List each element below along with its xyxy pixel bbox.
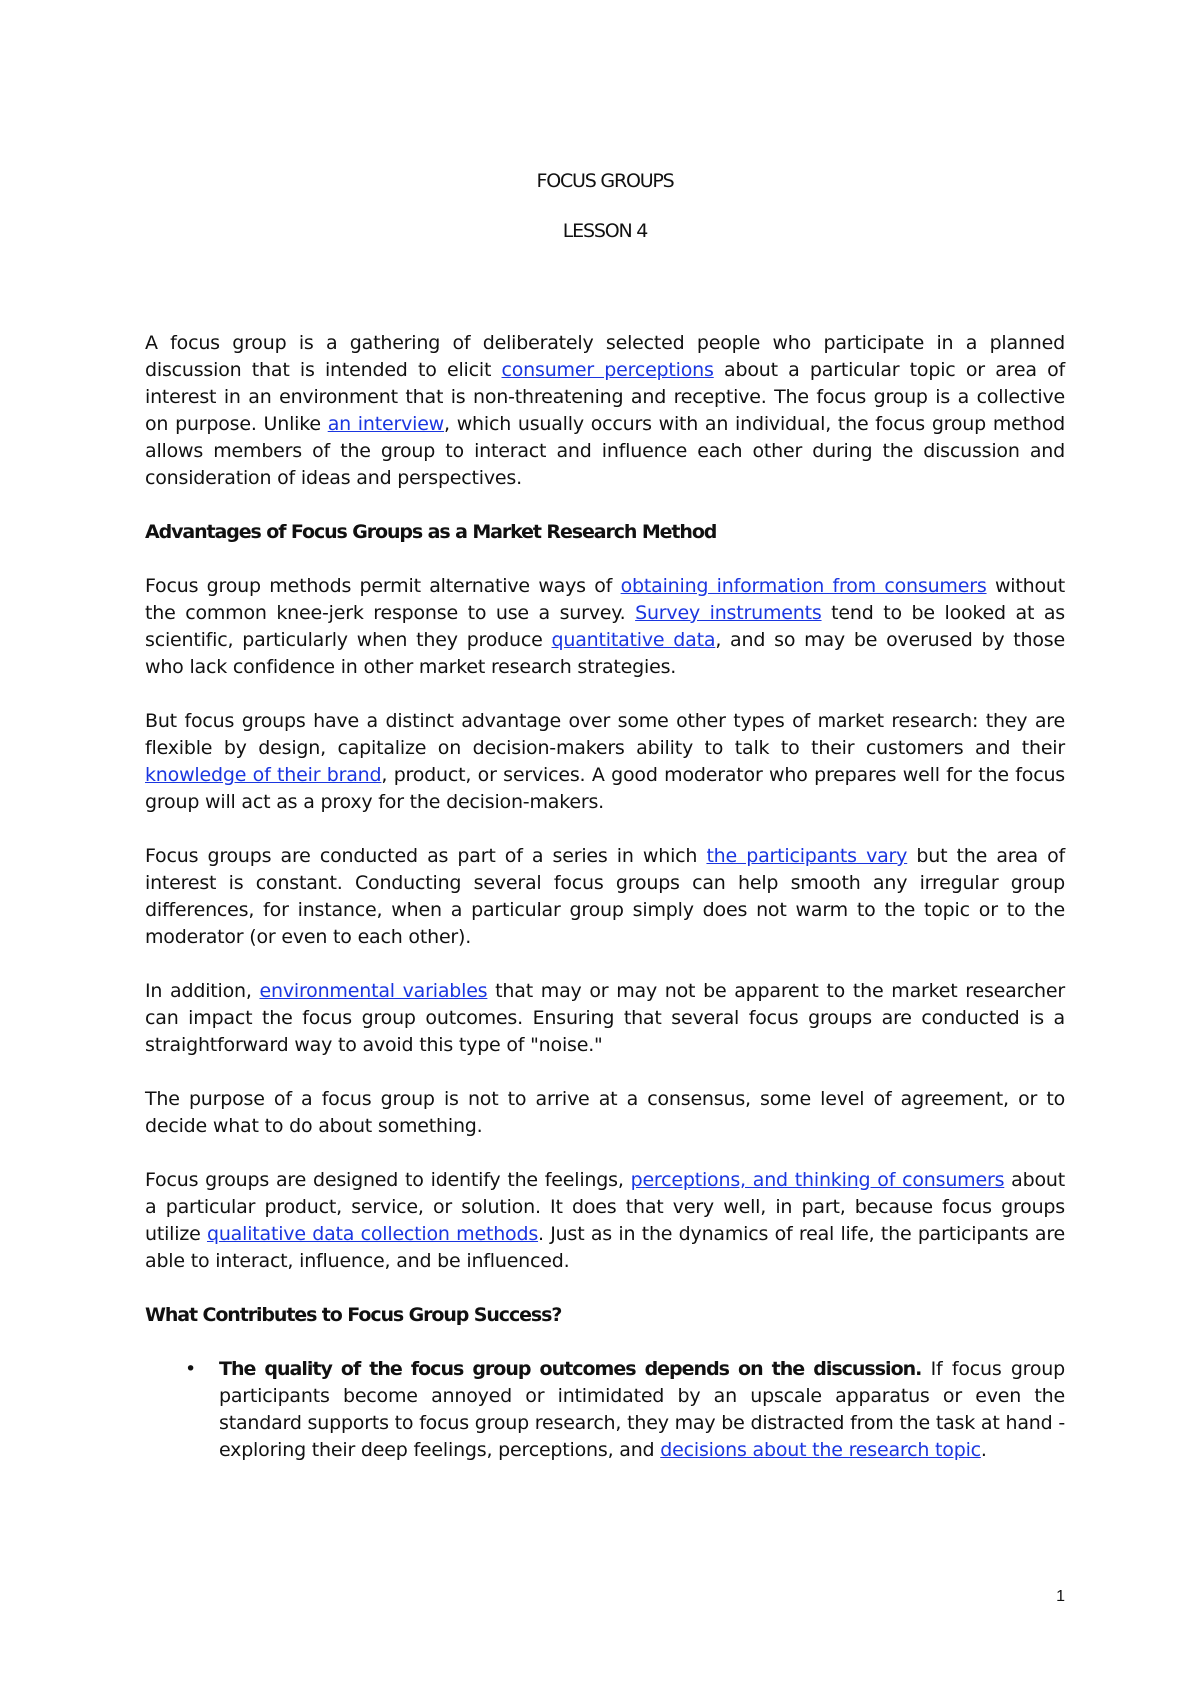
- link-decisions-research-topic[interactable]: decisions about the research topic: [660, 1439, 981, 1461]
- heading-success: What Contributes to Focus Group Success?: [145, 1304, 562, 1326]
- link-an-interview[interactable]: an interview: [327, 413, 445, 435]
- bullet-icon: •: [185, 1358, 197, 1380]
- success-list: [145, 1356, 1065, 1464]
- bullet-lead: The quality of the focus group outcomes depends on the discussion.: [219, 1358, 922, 1380]
- link-obtaining-information[interactable]: obtaining information from consumers: [620, 575, 987, 597]
- link-participants-vary[interactable]: the participants vary: [706, 845, 908, 867]
- intro-paragraph: A focus group is a gathering of deliberately selected people who participate in a planned discussion that is intended to elicit consumer perceptions about a particular topic or area of interest in an environment that is non-threatening and receptive. The focus group is a collective on purpose. Unlike an interview, which usually occurs with an individual, the focus group method allows members of the group to interact and influence each other during the discussion and consideration of ideas and perspectives.: [145, 332, 1066, 489]
- link-qualitative-methods[interactable]: qualitative data collection methods: [206, 1223, 539, 1245]
- environment-paragraph: In addition, environmental variables that may or may not be apparent to the market researcher can impact the focus group outcomes. Ensuring that several focus groups are conducted is a straightforward way to avoid this type of "noise.": [145, 980, 1065, 1056]
- document-title: FOCUS GROUPS: [536, 170, 674, 192]
- methods-paragraph: Focus group methods permit alternative ways of obtaining information from consumers without the common knee-jerk response to use a survey. Survey instruments tend to be looked at as scientific, particularly when they produce quantitative data, and so may be overused by those who lack confidence in other market research strategies.: [145, 575, 1065, 678]
- designed-paragraph: Focus groups are designed to identify the feelings, perceptions, and thinking of consumers about a particular product, service, or solution. It does that very well, in part, because focus groups utilize qualitative data collection methods. Just as in the dynamics of real life, the participants are able to interact, influence, and be influenced.: [145, 1169, 1066, 1272]
- link-knowledge-of-brand[interactable]: knowledge of their brand: [145, 764, 382, 786]
- link-environmental-variables[interactable]: environmental variables: [259, 980, 488, 1002]
- advantage-paragraph: But focus groups have a distinct advantage over some other types of market research: they are flexible by design, capitalize on decision-makers ability to talk to their customers and their knowledge of their brand, product, or services. A good moderator who prepares well for the focus group will act as a proxy for the decision-makers.: [145, 710, 1065, 813]
- lesson-label: LESSON 4: [562, 220, 648, 242]
- heading-advantages: Advantages of Focus Groups as a Market Research Method: [145, 521, 717, 543]
- link-survey-instruments[interactable]: Survey instruments: [635, 602, 822, 624]
- link-consumer-perceptions[interactable]: consumer perceptions: [501, 359, 714, 381]
- document-page: [145, 170, 1065, 1464]
- purpose-paragraph: The purpose of a focus group is not to arrive at a consensus, some level of agreement, or to decide what to do about something.: [145, 1088, 1065, 1137]
- series-paragraph: Focus groups are conducted as part of a series in which the participants vary but the area of interest is constant. Conducting several focus groups can help smooth any irregular group differences, for instance, when a particular group simply does not warm to the topic or to the moderator (or even to each other).: [145, 845, 1065, 948]
- link-perceptions-thinking[interactable]: perceptions, and thinking of consumers: [630, 1169, 1005, 1191]
- page-number: 1: [1056, 1588, 1065, 1605]
- link-quantitative-data[interactable]: quantitative data: [551, 629, 716, 651]
- list-item: • The quality of the focus group outcomes depends on the discussion. If focus group participants become annoyed or intimidated by an upscale apparatus or even the standard supports to focus group research, they may be distracted from the task at hand - exploring their deep feelings, perceptions, and decisions about the research topic.: [185, 1358, 1065, 1461]
